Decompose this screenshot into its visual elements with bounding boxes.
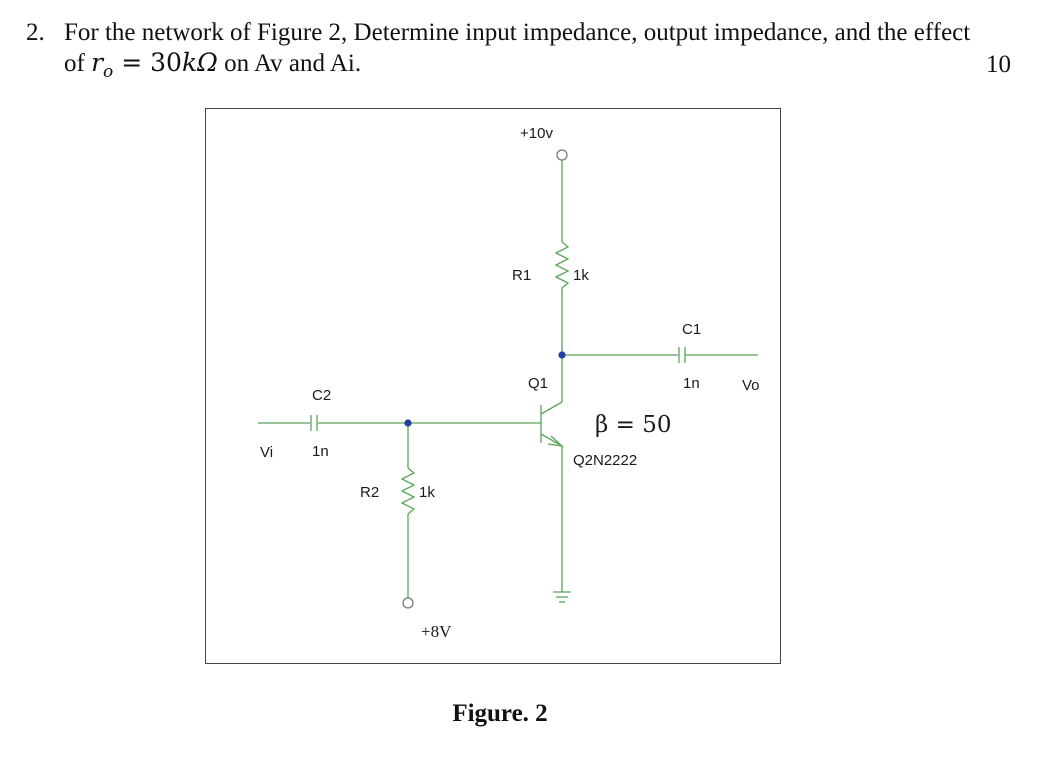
resistor-r2	[402, 468, 414, 514]
label-r2-value: 1k	[419, 484, 435, 501]
question-line-2-suffix: on Av and Ai.	[217, 50, 362, 77]
ro-subscript: o	[103, 62, 114, 82]
label-c2: C2	[312, 387, 332, 404]
label-q1: Q1	[528, 375, 549, 392]
ro-equals-value: = 30	[113, 48, 182, 77]
label-vo: Vo	[742, 377, 760, 394]
figure-caption: Figure. 2	[452, 700, 548, 727]
label-transistor-model: Q2N2222	[573, 452, 638, 469]
label-r1-value: 1k	[573, 267, 589, 284]
label-c2-value: 1n	[312, 443, 329, 460]
label-vcc: +10v	[520, 125, 553, 142]
bias-terminal	[403, 598, 413, 608]
label-bias-voltage: +8V	[421, 622, 452, 641]
ro-unit: kΩ	[181, 48, 218, 77]
resistor-r1	[556, 242, 568, 288]
transistor-collector-lead	[541, 402, 562, 414]
label-c1-value: 1n	[683, 375, 700, 392]
transistor-emitter-arrow	[548, 436, 562, 446]
label-beta: β = 50	[595, 412, 672, 438]
question-number: 2.	[26, 19, 45, 46]
ro-symbol: r	[91, 48, 104, 77]
base-junction-node	[404, 419, 411, 426]
question-marks: 10	[986, 51, 1011, 78]
vcc-terminal	[557, 150, 567, 160]
question-line-2-prefix: of	[64, 50, 92, 77]
label-vi: Vi	[260, 444, 274, 461]
label-r1: R1	[512, 267, 532, 284]
label-r2: R2	[360, 484, 380, 501]
label-c1: C1	[682, 321, 702, 338]
question-line-1-text: For the network of Figure 2, Determine input impedance, output impedance, and the effect	[64, 19, 971, 46]
collector-junction-node	[558, 351, 565, 358]
